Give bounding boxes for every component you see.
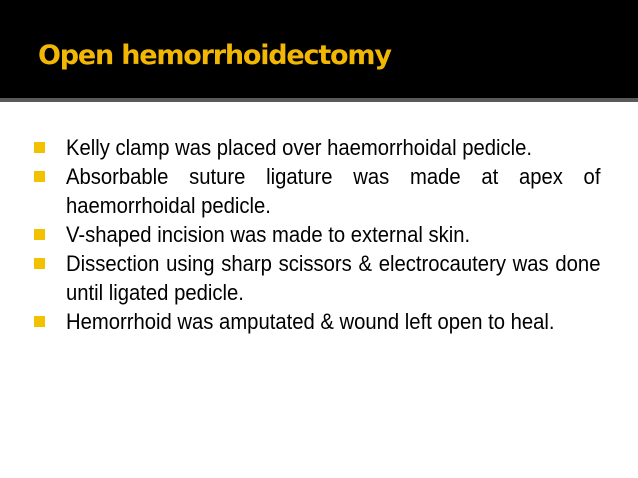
title-bar-divider — [0, 98, 638, 102]
square-bullet-icon — [34, 316, 45, 327]
bullet-text: V-shaped incision was made to external skin. — [66, 222, 471, 247]
square-bullet-icon — [34, 258, 45, 269]
bullet-text: Dissection using sharp scissors & electrocautery was done until ligated pedicle. — [66, 251, 601, 305]
bullet-text: Hemorrhoid was amputated & wound left open to heal. — [66, 309, 555, 334]
square-bullet-icon — [34, 171, 45, 182]
bullet-item — [34, 220, 601, 249]
bullet-list — [34, 133, 601, 336]
square-bullet-icon — [34, 142, 45, 153]
square-bullet-icon — [34, 229, 45, 240]
bullet-text: Kelly clamp was placed over haemorrhoidal pedicle. — [66, 135, 532, 160]
bullet-item — [34, 249, 601, 307]
bullet-item — [34, 133, 601, 162]
bullet-item — [34, 162, 601, 220]
slide-title: Open hemorrhoidectomy — [38, 40, 391, 71]
bullet-text: Absorbable suture ligature was made at apex of haemorrhoidal pedicle. — [66, 164, 601, 218]
bullet-item — [34, 307, 601, 336]
title-bar — [0, 0, 638, 98]
